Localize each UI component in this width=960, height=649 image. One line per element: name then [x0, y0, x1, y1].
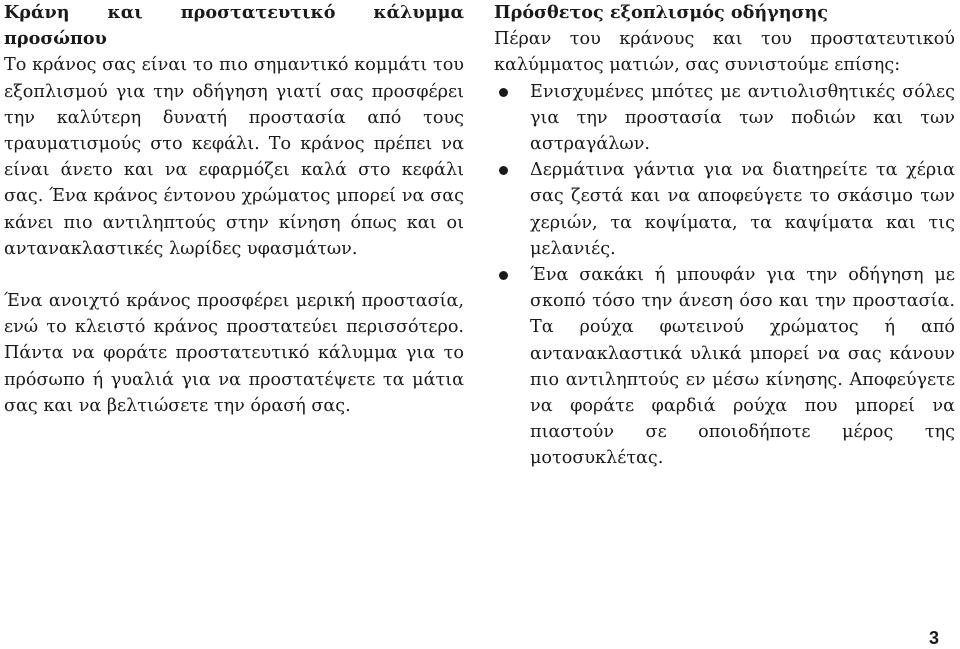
equipment-intro: Πέραν του κράνους και του προστατευτικού καλύμματος ματιών, σας συνιστούμε επίσης: [494, 29, 955, 76]
paragraph-spacer [4, 262, 464, 288]
helmet-section-heading: Κράνη και προστατευτικό κάλυμμα προσώπου [4, 2, 464, 50]
left-column [4, 0, 464, 419]
page-number: 3 [929, 628, 940, 648]
equipment-section-heading: Πρόσθετος εξοπλισμός οδήγησης [494, 2, 829, 23]
helmet-paragraph-2: Ένα ανοιχτό κράνος προσφέρει μερική προστασία, ενώ το κλειστό κράνος προστατεύει περισσότερο. Πάντα να φοράτε προστατευτικό κάλυμμα για το πρόσωπο ή γυαλιά για να προστατέψετε τα μάτια σας και να βελτιώσετε την όρασή σας. [4, 291, 464, 416]
bullet-icon [499, 166, 508, 175]
list-item [494, 262, 955, 472]
right-column [494, 0, 955, 472]
list-item [494, 157, 955, 262]
list-item-text: Ενισχυμένες μπότες με αντιολισθητικές σόλες για την προστασία των ποδιών και των αστραγάλων. [530, 81, 955, 155]
helmet-paragraph-1: Το κράνος σας είναι το πιο σημαντικό κομμάτι του εξοπλισμού για την οδήγηση γιατί σας προσφέρει την καλύτερη δυνατή προστασία από τους τραυματισμούς στο κεφάλι. Το κράνος πρέπει να είναι άνετο και να εφαρμόζει καλά στο κεφάλι σας. Ένα κράνος έντονου χρώματος μπορεί να σας κάνει πιο αντιληπτούς στην κίνηση όπως και οι αντανακλαστικές λωρίδες υφασμάτων. [4, 55, 464, 259]
equipment-list [494, 79, 955, 472]
list-item-text: Δερμάτινα γάντια για να διατηρείτε τα χέρια σας ζεστά και να αποφεύγετε το σκάσιμο των χεριών, τα κοψίματα, τα καψίματα και τις μελανιές. [530, 160, 955, 259]
list-item [494, 79, 955, 158]
bullet-icon [499, 88, 508, 97]
list-item-text: Ένα σακάκι ή μπουφάν για την οδήγηση με σκοπό τόσο την άνεση όσο και την προστασία. Τα ρούχα φωτεινού χρώματος ή από αντανακλαστικά υλικά μπορεί να σας κάνουν πιο αντιληπτούς εν μέσω κίνησης. Αποφεύγετε να φοράτε φαρδιά ρούχα που μπορεί να πιαστούν σε οποιοδήποτε μέρος της μοτοσυκλέτας. [530, 265, 955, 469]
bullet-icon [499, 271, 508, 280]
